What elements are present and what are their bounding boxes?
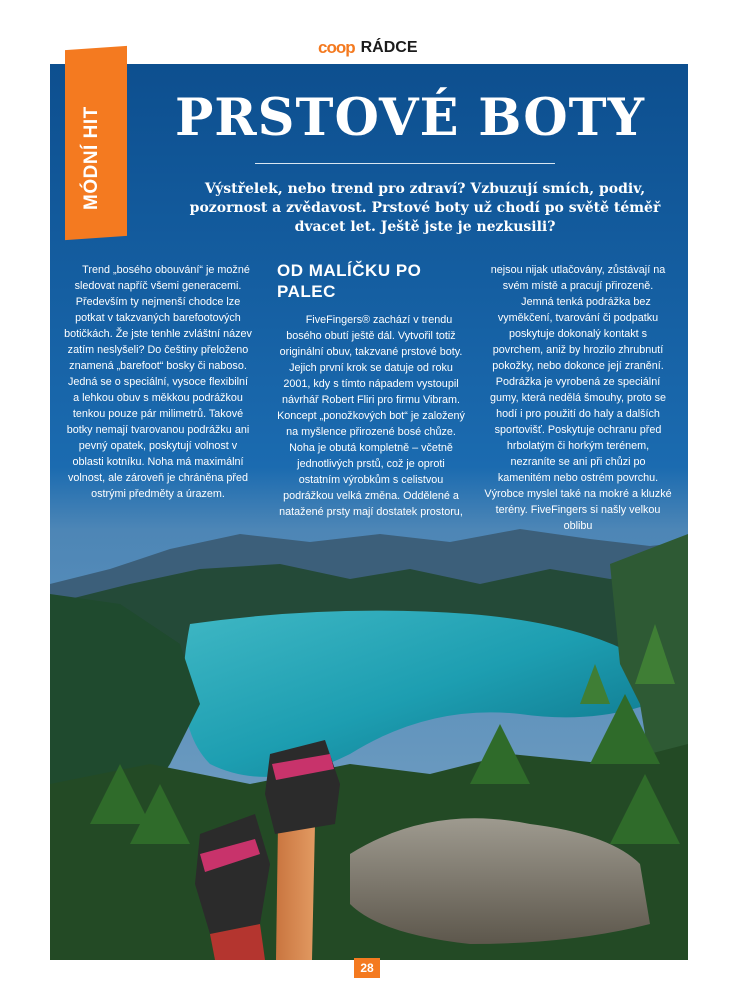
article-lead: Výstřelek, nebo trend pro zdraví? Vzbuzují smích, podiv, pozornost a zvědavost. Prstové boty už chodí po světě téměř dvacet let. Ještě jste je nezkusili? <box>189 181 661 235</box>
column-1 <box>64 262 252 502</box>
article-title: PRSTOVÉ BOTY <box>174 88 646 148</box>
title-divider <box>255 163 555 164</box>
column-3-text-b: Jemná tenká podrážka bez vyměkčení, tvarování či podpatku poskytuje dokonalý kontakt s povrchem, aniž by hrozilo zhrubnutí pokožky, nebo dokonce její zranění. Podrážka je vyrobená ze speciální gumy, která nedělá šmouhy, proto se hodí i pro použití do haly a dalších sportovišť. Poskytuje ochranu před hrbolatým či horkým terénem, nezraníte se ani při chůzi po kamenitém nebo ostrém povrchu. Výrobce myslel také na mokré a kluzké terény. FiveFingers si našly velkou oblibu <box>484 296 672 532</box>
brand <box>318 38 418 58</box>
subheading: OD MALÍČKU PO PALEC <box>277 261 422 301</box>
section-tag-label: MÓDNÍ HIT <box>81 106 102 210</box>
column-2 <box>277 312 465 520</box>
column-2-text: FiveFingers® zachází v trendu bosého obutí ještě dál. Vytvořil totiž originální obuv, takzvané prstové boty. Jejich první krok se datuje od roku 2001, kdy s tímto nápadem vystoupil návrhář Robert Fliri pro firmu Vibram. Koncept „ponožkových bot“ je založený na myšlence přirozené bosé chůze. Noha je obutá kompletně – včetně jednotlivých prstů, což je oproti ostatním výrobkům s celistvou podrážkou velká změna. Oddělené a natažené prsty mají dostatek prostoru, <box>277 314 465 518</box>
page-number: 28 <box>354 958 380 978</box>
coop-logo: coop <box>318 38 355 57</box>
column-1-text: Trend „bosého obouvání“ je možné sledovat napříč všemi generacemi. Především ty nejmenší chodce lze potkat v takzvaných barefootových botičkách. Že jste tenhle zvláštní název zatím neslyšeli? Do češtiny přeloženo znamená „barefoot“ bosky či naboso. Jedná se o speciální, vysoce flexibilní a lehkou obuv s měkkou podrážkou tenkou pouze pár milimetrů. Takové botky nemají tvarovanou podrážku ani pevný opatek, poskytují volnost v oblasti kotníku. Noha má maximální volnost, ale zároveň je chráněna před ostrými předměty a úrazem. <box>64 264 252 500</box>
magazine-name: RÁDCE <box>360 39 418 56</box>
column-3-text-a: nejsou nijak utlačovány, zůstávají na svém místě a pracují přirozeně. <box>490 264 666 292</box>
column-3 <box>484 262 672 534</box>
